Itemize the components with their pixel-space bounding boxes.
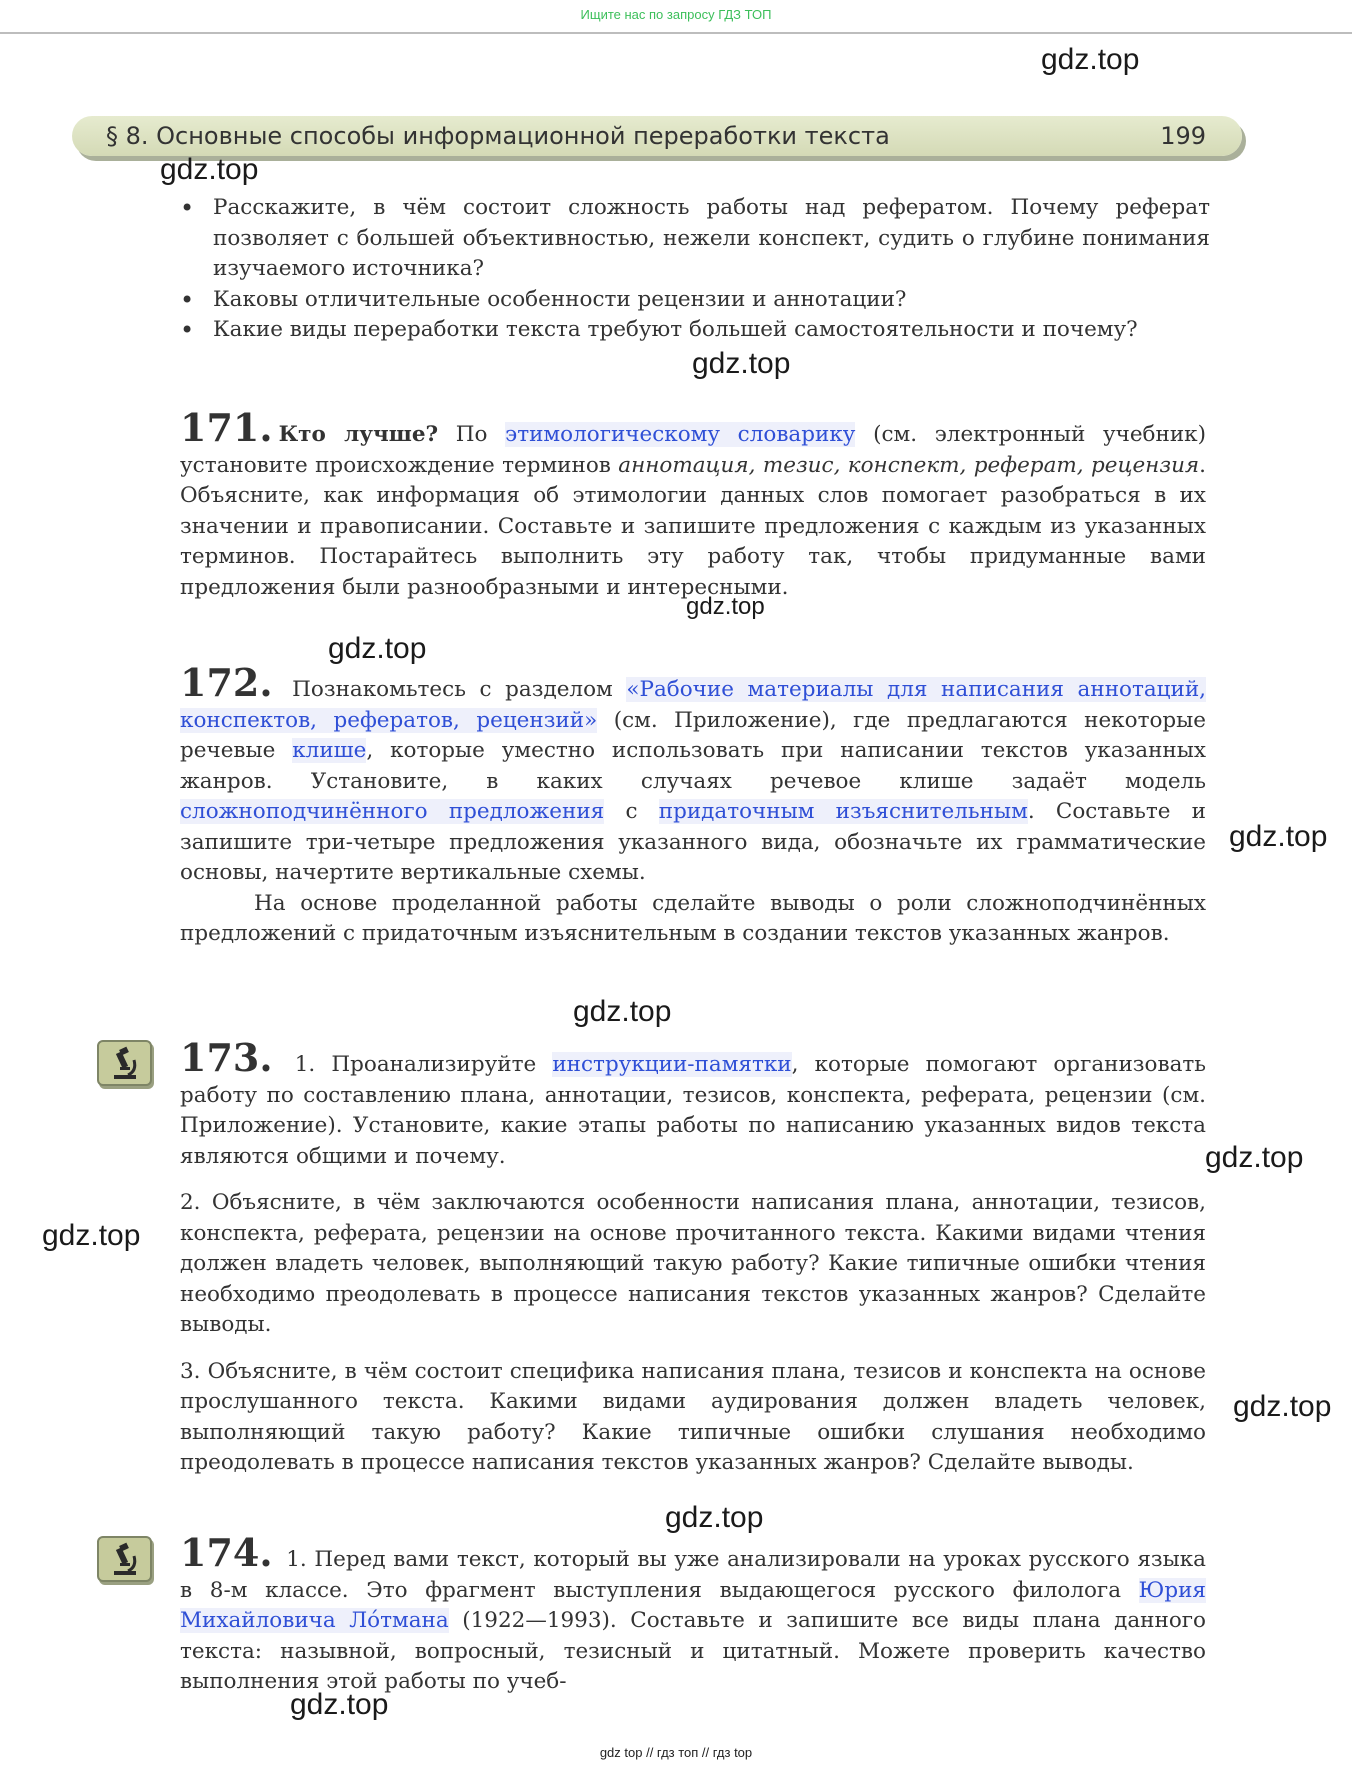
microscope-icon <box>106 1541 144 1579</box>
task-text: 1. Проанализируйте <box>278 1052 553 1077</box>
task-174 <box>180 1530 1206 1698</box>
review-questions <box>178 193 1210 346</box>
cliche-link[interactable]: клише <box>292 738 367 763</box>
watermark: gdz.top <box>573 995 672 1028</box>
page-header <box>72 116 1242 156</box>
task-text: (см. электронный учебник) установите происхождение терминов <box>180 422 1206 478</box>
footer-links[interactable]: gdz top // гдз топ // гдз top <box>599 1745 753 1760</box>
task-173-item-3: 3. Объясните, в чём состоит специфика написания плана, тезисов и конспекта на основе прослушанного текста. Какими видами аудирования должен владеть человек, выполняющий такую работу? Какие типичные ошибки слушания необходимо преодолевать в процессе написания текстов указанных жанров? Сделайте выводы. <box>180 1358 1206 1475</box>
top-banner-text[interactable]: Ищите нас по запросу ГДЗ ТОП <box>580 7 772 22</box>
watermark: gdz.top <box>42 1219 141 1252</box>
task-text: По <box>438 422 506 447</box>
task-number: 171. <box>180 405 273 450</box>
watermark: gdz.top <box>686 593 765 620</box>
task-text: Познакомьтесь с разделом <box>278 677 627 702</box>
watermark: gdz.top <box>1205 1141 1304 1174</box>
page-number: 199 <box>1160 122 1206 150</box>
task-text: . Составьте и запишите три-четыре предложения указанного вида, обозначьте их грамматические основы, начертите вертикальные схемы. <box>180 799 1206 885</box>
watermark: gdz.top <box>692 347 791 380</box>
task-heading: Кто лучше? <box>278 422 439 447</box>
materials-link[interactable]: «Рабочие материалы для написания аннотаций, конспектов, рефератов, рецензий» <box>180 677 1207 733</box>
task-174-text <box>180 1530 1206 1698</box>
task-number: 174. <box>180 1530 273 1575</box>
section-title: § 8. Основные способы информационной переработки текста <box>106 122 890 150</box>
task-172 <box>180 660 1207 950</box>
watermark: gdz.top <box>1041 43 1140 76</box>
instructions-link[interactable]: инструкции-памятки <box>552 1052 792 1077</box>
microscope-icon <box>97 1536 152 1582</box>
lotman-link[interactable]: Юрия Михайловича Ло́тмана <box>180 1577 1206 1633</box>
task-text: . Объясните, как информация об этимологии данных слов помогает разобраться в их значении и правописании. Составьте и запишите предложения с каждым из указанных терминов. Постарайтесь выполнить эту работу так, чтобы придуманные вами предложения были разнообразными и интересными. <box>180 452 1206 600</box>
task-173 <box>180 1035 1207 1479</box>
task-171 <box>180 405 1206 603</box>
watermark: gdz.top <box>1233 1390 1332 1423</box>
task-172-conclusion: На основе проделанной работы сделайте выводы о роли сложноподчинённых предложений с придаточным изъяснительным в создании текстов указанных жанров. <box>180 890 1206 946</box>
subordinate-clause-link[interactable]: придаточным изъяснительным <box>658 799 1028 824</box>
task-text: , которые помогают организовать работу по составлению плана, аннотации, тезисов, конспекта, реферата, рецензии (см. Приложение). Установите, какие этапы работы по написанию указанных видов текста являются общими и почему. <box>180 1052 1207 1169</box>
watermark: gdz.top <box>665 1501 764 1534</box>
task-173-item-2: 2. Объясните, в чём заключаются особенности написания плана, аннотации, тезисов, конспекта, реферата, рецензии на основе прочитанного текста. Какими видами чтения должен владеть человек, выполняющий такую работу? Какие типичные ошибки чтения необходимо преодолевать в процессе написания текстов указанных жанров? Сделайте выводы. <box>180 1190 1206 1337</box>
watermark: gdz.top <box>160 153 259 186</box>
dictionary-link[interactable]: этимологическому словарику <box>505 422 856 447</box>
top-banner <box>0 0 1352 34</box>
question-item: • Расскажите, в чём состоит сложность работы над рефератом. Почему реферат позволяет с большей объективностью, нежели конспект, судить о глубине понимания изучаемого источника? <box>178 193 1210 285</box>
task-text: (см. Приложение), где предлагаются некоторые речевые <box>180 707 1207 763</box>
question-item: • Каковы отличительные особенности рецензии и аннотации? <box>178 285 1210 316</box>
task-172-text <box>180 660 1207 889</box>
terms-list: аннотация, тезис, конспект, реферат, рецензия <box>618 452 1200 478</box>
watermark: gdz.top <box>328 632 427 665</box>
task-173-item-1 <box>180 1035 1207 1172</box>
task-number: 173. <box>180 1035 273 1080</box>
question-item: • Какие виды переработки текста требуют большей самостоятельности и почему? <box>178 315 1210 346</box>
microscope-icon <box>106 1045 144 1083</box>
task-text: (1922—1993). Составьте и запишите все виды плана данного текста: назывной, вопросный, тезисный и цитатный. Можете проверить качество выполнения этой работы по учеб- <box>180 1608 1206 1694</box>
watermark: gdz.top <box>290 1688 389 1721</box>
task-text: 1. Перед вами текст, который вы уже анализировали на уроках русского языка в 8-м классе. Это фрагмент выступления выдающегося русского филолога <box>180 1547 1206 1603</box>
task-number: 172. <box>180 660 273 705</box>
complex-sentence-link[interactable]: сложноподчинённого предложения <box>180 799 605 824</box>
task-171-text <box>180 405 1206 603</box>
microscope-icon <box>97 1040 152 1086</box>
task-text: , которые уместно использовать при написании текстов указанных жанров. Установите, в каких случаях речевое клише задаёт модель <box>180 738 1207 794</box>
task-text: с <box>604 799 659 824</box>
watermark: gdz.top <box>1229 820 1328 853</box>
footer <box>0 1745 1352 1760</box>
